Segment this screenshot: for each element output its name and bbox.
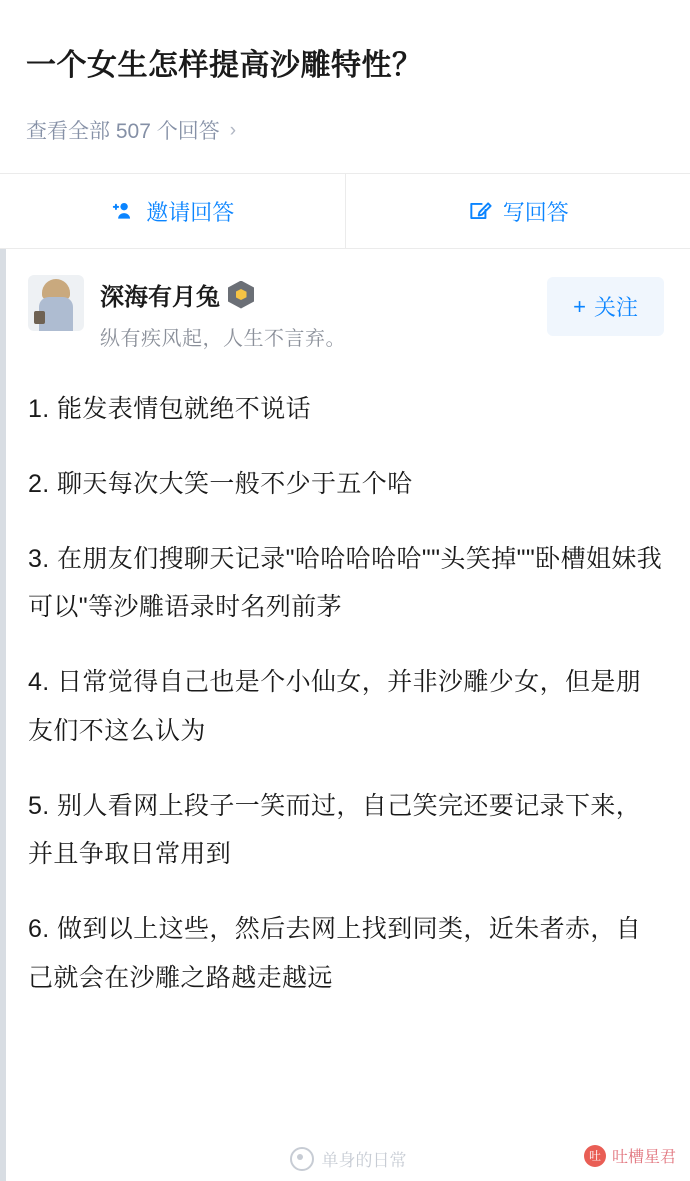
avatar[interactable] [28, 275, 84, 331]
follow-button[interactable] [547, 277, 664, 336]
author-bio: 纵有疾风起，人生不言弃。 [100, 328, 346, 350]
page-title: 一个女生怎样提高沙雕特性？ [26, 49, 423, 82]
pencil-edit-icon [467, 198, 493, 224]
avatar-bag [34, 311, 45, 324]
answer-paragraph: 1. 能发表情包就绝不说话 [28, 395, 311, 423]
chevron-right-icon: › [229, 119, 237, 141]
author-name[interactable]: 深海有月兔 [100, 284, 220, 311]
answer-paragraph: 5. 别人看网上段子一笑而过，自己笑完还要记录下来，并且争取日常用到 [28, 791, 642, 869]
write-answer-label: 写回答 [502, 199, 569, 225]
answer-count-label: 查看全部 507 个回答 [26, 120, 220, 143]
invite-user-icon [110, 198, 136, 224]
view-all-answers-link[interactable] [26, 115, 664, 145]
question-header [0, 0, 690, 145]
invite-answer-button[interactable] [0, 174, 345, 248]
hexagon-badge-icon [228, 281, 254, 309]
action-bar [0, 173, 690, 249]
weibo-icon [290, 1147, 314, 1171]
write-answer-button[interactable] [345, 174, 690, 248]
invite-answer-label: 邀请回答 [146, 199, 235, 225]
answer-body [28, 385, 664, 1003]
author-name-line [100, 277, 531, 312]
answer-paragraph: 2. 聊天每次大笑一般不少于五个哈 [28, 469, 413, 498]
watermark-center-label: 单身的日常 [321, 1151, 407, 1170]
plus-icon: + [573, 293, 586, 319]
answer-card [0, 249, 690, 1181]
answer-paragraph: 4. 日常觉得自己也是个小仙女，并非沙雕少女，但是朋友们不这么认为 [28, 668, 642, 745]
hexagon-badge-inner [236, 289, 247, 300]
author-row [28, 275, 664, 351]
author-meta [100, 275, 531, 351]
follow-button-label: 关注 [593, 295, 638, 320]
answer-paragraph: 3. 在朋友们搜聊天记录"哈哈哈哈哈""头笑掉""卧槽姐妹我可以"等沙雕语录时名列前茅 [28, 544, 663, 622]
watermark-right-label: 吐槽星君 [611, 1149, 676, 1166]
brand-logo-icon: 吐 [584, 1145, 606, 1167]
watermark-right [584, 1144, 676, 1167]
avatar-hair [42, 279, 70, 299]
answer-paragraph: 6. 做到以上这些，然后去网上找到同类，近朱者赤，自己就会在沙雕之路越走越远 [28, 915, 642, 992]
